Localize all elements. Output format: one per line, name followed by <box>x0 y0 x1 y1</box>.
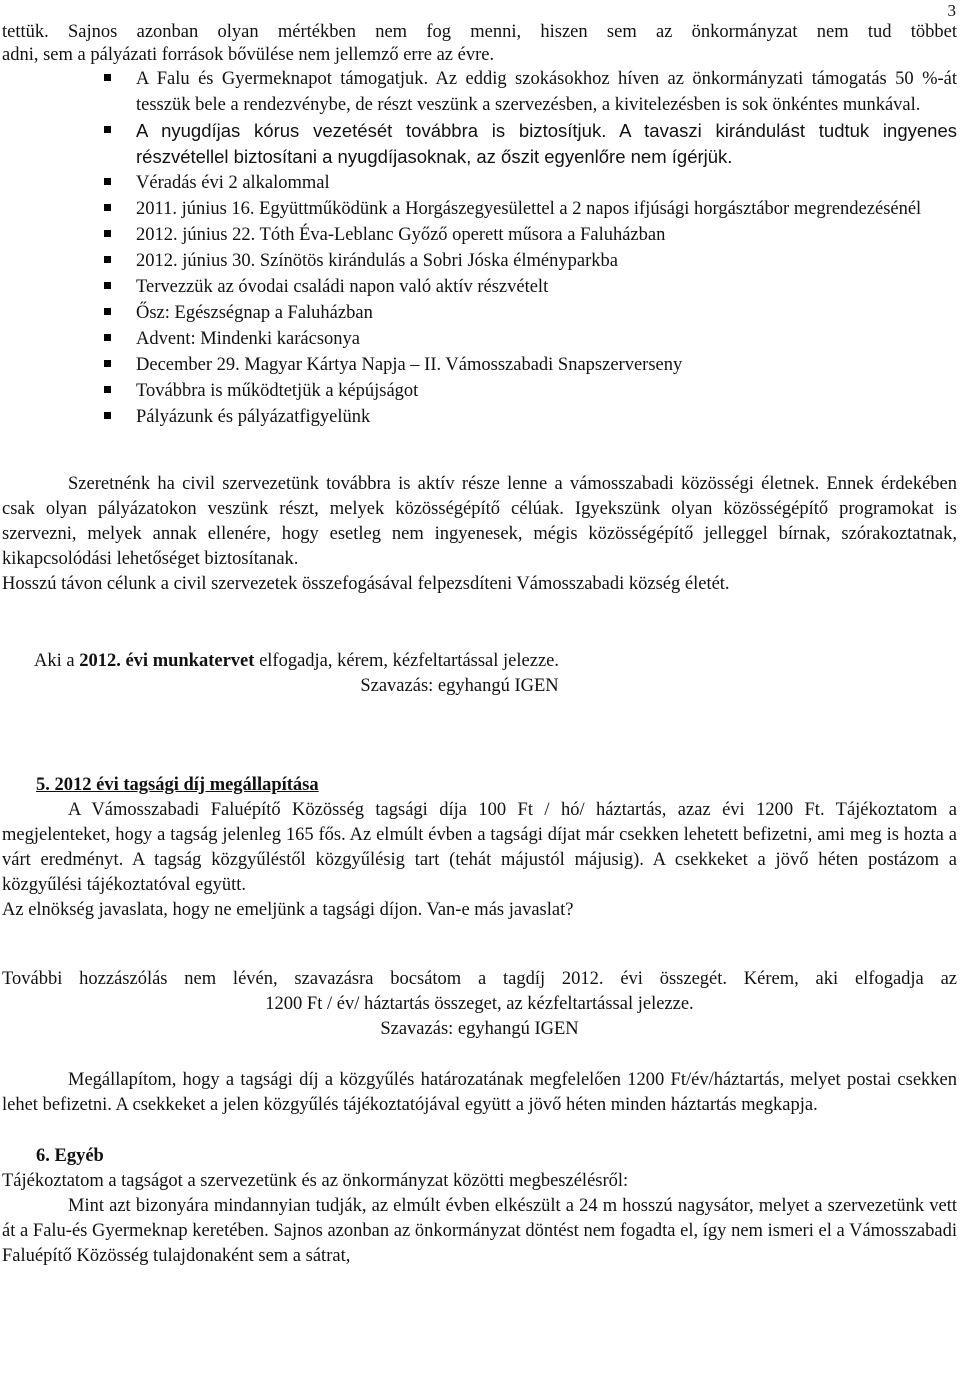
list-item: Pályázunk és pályázatfigyelünk <box>136 404 957 430</box>
list-item: Véradás évi 2 alkalommal <box>136 170 957 196</box>
document-body <box>2 22 957 1269</box>
spacer <box>2 923 957 967</box>
intro-line-1: tettük. Sajnos azonban olyan mértékben nem fog menni, hiszen sem az önkormányzat nem tud többet <box>2 22 957 42</box>
list-item: Advent: Mindenki karácsonya <box>136 326 957 352</box>
bullet-icon <box>104 334 111 341</box>
list-item: 2012. június 30. Színötös kirándulás a Sobri Jóska élményparkba <box>136 248 957 274</box>
bullet-icon <box>104 308 111 315</box>
list-item: 2011. június 16. Együttműködünk a Horgászegyesülettel a 2 napos ifjúsági horgásztábor megrendezésénél <box>136 196 957 222</box>
section-6-intro: Tájékoztatom a tagságot a szervezetünk és az önkormányzat közötti megbeszélésről: <box>2 1171 629 1191</box>
section-6-heading: 6. Egyéb <box>36 1146 104 1166</box>
section-5-vote-line-2: 1200 Ft / év/ háztartás összeget, az kézfeltartással jelezze. <box>265 994 694 1014</box>
spacer <box>2 430 957 472</box>
section-5-vote-result: Szavazás: egyhangú IGEN <box>380 1019 579 1039</box>
bullet-icon <box>104 126 111 133</box>
bullet-icon <box>104 204 111 211</box>
spacer <box>2 699 957 773</box>
bullet-icon <box>104 178 111 185</box>
spacer <box>2 1042 957 1068</box>
spacer <box>2 597 957 649</box>
section-5-heading: 5. 2012 évi tagsági díj megállapítása <box>36 775 319 795</box>
list-item: Tervezzük az óvodai családi napon való aktív részvételt <box>136 274 957 300</box>
bullet-icon <box>104 386 111 393</box>
bullet-icon <box>104 74 111 81</box>
vote-1-post: elfogadja, kérem, kézfeltartással jelezze. <box>254 651 559 671</box>
civil-goal: Hosszú távon célunk a civil szervezetek összefogásával felpezsdíteni Vámosszabadi község életét. <box>2 574 730 594</box>
vote-1-result: Szavazás: egyhangú IGEN <box>360 676 559 696</box>
intro-line-2: adni, sem a pályázati források bővülése nem jellemző erre az évre. <box>2 45 495 65</box>
vote-1-subject: 2012. évi munkatervet <box>79 651 255 671</box>
bullet-icon <box>104 256 111 263</box>
vote-1-motion <box>2 649 957 674</box>
list-item: Továbbra is működtetjük a képújságot <box>136 378 957 404</box>
list-item: 2012. június 22. Tóth Éva-Leblanc Győző operett műsora a Faluházban <box>136 222 957 248</box>
bullet-icon <box>104 360 111 367</box>
section-5-vote-line-1: További hozzászólás nem lévén, szavazásra bocsátom a tagdíj 2012. évi összegét. Kérem, aki elfogadja az <box>2 969 957 989</box>
section-5-conclusion: Megállapítom, hogy a tagsági díj a közgyűlés határozatának megfelelően 1200 Ft/év/háztartás, melyet postai csekken lehet befizetni. A csekkeket a jelen közgyűlés tájékoztatójával együtt a jövő héten minden háztartás megkapja. <box>2 1070 957 1115</box>
bullet-icon <box>104 230 111 237</box>
list-item: A Falu és Gyermeknapot támogatjuk. Az eddig szokásokhoz híven az önkormányzati támogatás 50 %-át tesszük bele a rendezvénybe, de részt veszünk a szervezésben, a kivitelezésben is sok önkéntes munkával. <box>136 66 957 118</box>
section-5-fee-paragraph: A Vámosszabadi Faluépítő Közösség tagsági díja 100 Ft / hó/ háztartás, azaz évi 1200 Ft. Tájékoztatom a megjelenteket, hogy a tagság jelenleg 165 fős. Az elmúlt évben a tagsági díjat már csekken lehetett befizetni, ami meg is hozta a várt eredményt. A tagság közgyűléstől közgyűlésig tart (tehát májustól májusig). A csekkeket a jövő héten postázom a közgyűlési tájékoztatóval együtt. <box>2 800 957 895</box>
activity-list <box>2 66 957 430</box>
list-item: Ősz: Egészségnap a Faluházban <box>136 300 957 326</box>
page-number: 3 <box>947 1 956 20</box>
list-item: A nyugdíjas kórus vezetését továbbra is biztosítjuk. A tavaszi kirándulást tudtuk ingyenes részvétellel biztosítani a nyugdíjasoknak, az őszit egyenlőre nem ígérjük. <box>136 118 957 170</box>
section-6-paragraph: Mint azt bizonyára mindannyian tudják, az elmúlt évben elkészült a 24 m hosszú nagysátor, melyet a szervezetünk vett át a Falu-és Gyermeknap keretében. Sajnos azonban az önkormányzat döntést nem fogadta el, így nem ismeri el a Vámosszabadi Faluépítő Közösség tulajdonaként sem a sátrat, <box>2 1196 957 1266</box>
list-item: December 29. Magyar Kártya Napja – II. Vámosszabadi Snapszerverseny <box>136 352 957 378</box>
bullet-icon <box>104 282 111 289</box>
vote-1-pre: Aki a <box>34 651 80 671</box>
bullet-icon <box>104 412 111 419</box>
spacer <box>2 1118 957 1144</box>
civil-paragraph: Szeretnénk ha civil szervezetünk továbbra is aktív része lenne a vámosszabadi közösségi életnek. Ennek érdekében csak olyan pályázatokon veszünk részt, melyek közösségépítő célúak. Igyekszünk olyan közösségépítő programokat is szervezni, melyek annak ellenére, hogy esetleg nem ingyenesek, mégis közösségépítő jelleggel bírnak, szórakoztatnak, kikapcsolódási lehetőséget biztosítanak. <box>2 474 957 569</box>
section-5-proposal: Az elnökség javaslata, hogy ne emeljünk a tagsági díjon. Van-e más javaslat? <box>2 900 574 920</box>
